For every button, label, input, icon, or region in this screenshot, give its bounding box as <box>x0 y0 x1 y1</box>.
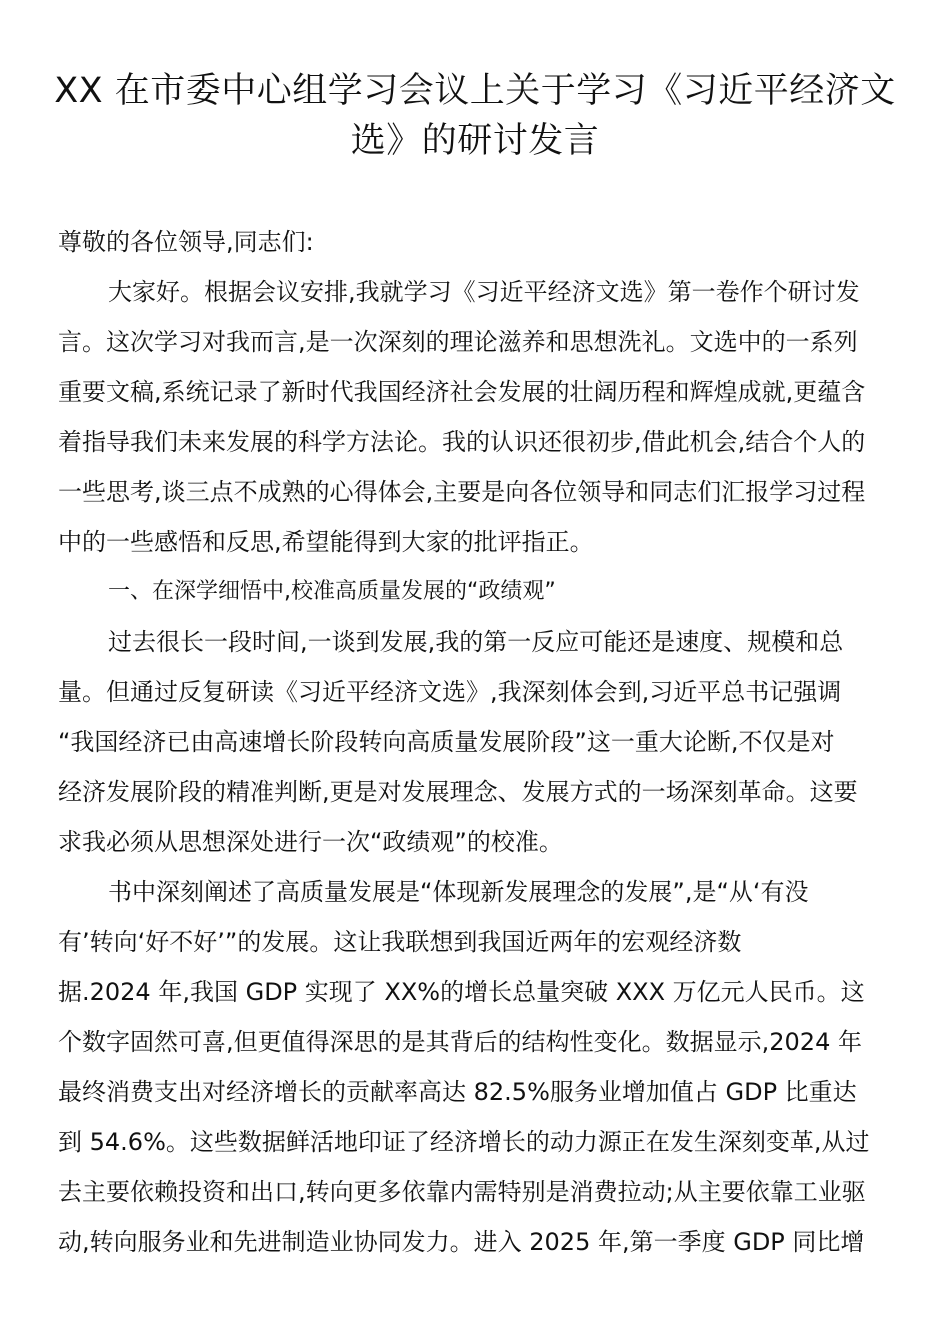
body-line: 个数字固然可喜,但更值得深思的是其背后的结构性变化。数据显示,2024 年 <box>58 1028 862 1056</box>
document-title <box>50 66 900 166</box>
body-line: 最终消费支出对经济增长的贡献率高达 82.5%服务业增加值占 GDP 比重达 <box>58 1078 857 1106</box>
body-line: “我国经济已由高速增长阶段转向高质量发展阶段”这一重大论断,不仅是对 <box>58 728 835 756</box>
body-line: 着指导我们未来发展的科学方法论。我的认识还很初步,借此机会,结合个人的 <box>58 428 866 456</box>
body-line: 动,转向服务业和先进制造业协同发力。进入 2025 年,第一季度 GDP 同比增 <box>58 1228 865 1256</box>
body-line: 量。但通过反复研读《习近平经济文选》,我深刻体会到,习近平总书记强调 <box>58 678 842 706</box>
section-heading: 一、在深学细悟中,校准高质量发展的“政绩观” <box>108 579 556 604</box>
body-line: 言。这次学习对我而言,是一次深刻的理论滋养和思想洗礼。文选中的一系列 <box>58 328 858 356</box>
body-line: 中的一些感悟和反思,希望能得到大家的批评指正。 <box>58 528 594 556</box>
title-line-1: XX 在市委中心组学习会议上关于学习《习近平经济文 <box>54 71 896 111</box>
body-line: 书中深刻阐述了高质量发展是“体现新发展理念的发展”,是“从‘有没 <box>108 878 809 906</box>
body-line: 求我必须从思想深处进行一次“政绩观”的校准。 <box>58 828 563 856</box>
body-line: 有’转向‘好不好’”的发展。这让我联想到我国近两年的宏观经济数 <box>58 928 742 956</box>
body-line: 重要文稿,系统记录了新时代我国经济社会发展的壮阔历程和辉煌成就,更蕴含 <box>58 378 866 406</box>
title-line-2: 选》的研讨发言 <box>350 121 600 161</box>
body-line: 经济发展阶段的精准判断,更是对发展理念、发展方式的一场深刻革命。这要 <box>58 778 858 806</box>
body-line: 大家好。根据会议安排,我就学习《习近平经济文选》第一卷作个研讨发 <box>108 278 860 306</box>
salutation: 尊敬的各位领导,同志们: <box>58 228 314 256</box>
body-line: 到 54.6%。这些数据鲜活地印证了经济增长的动力源正在发生深刻变革,从过 <box>58 1128 870 1156</box>
body-line: 过去很长一段时间,一谈到发展,我的第一反应可能还是速度、规模和总 <box>108 628 844 656</box>
body-line: 据.2024 年,我国 GDP 实现了 XX%的增长总量突破 XXX 万亿元人民币。这 <box>58 978 865 1006</box>
body-line: 一些思考,谈三点不成熟的心得体会,主要是向各位领导和同志们汇报学习过程 <box>58 478 866 506</box>
body-line: 去主要依赖投资和出口,转向更多依靠内需特别是消费拉动;从主要依靠工业驱 <box>58 1178 866 1206</box>
